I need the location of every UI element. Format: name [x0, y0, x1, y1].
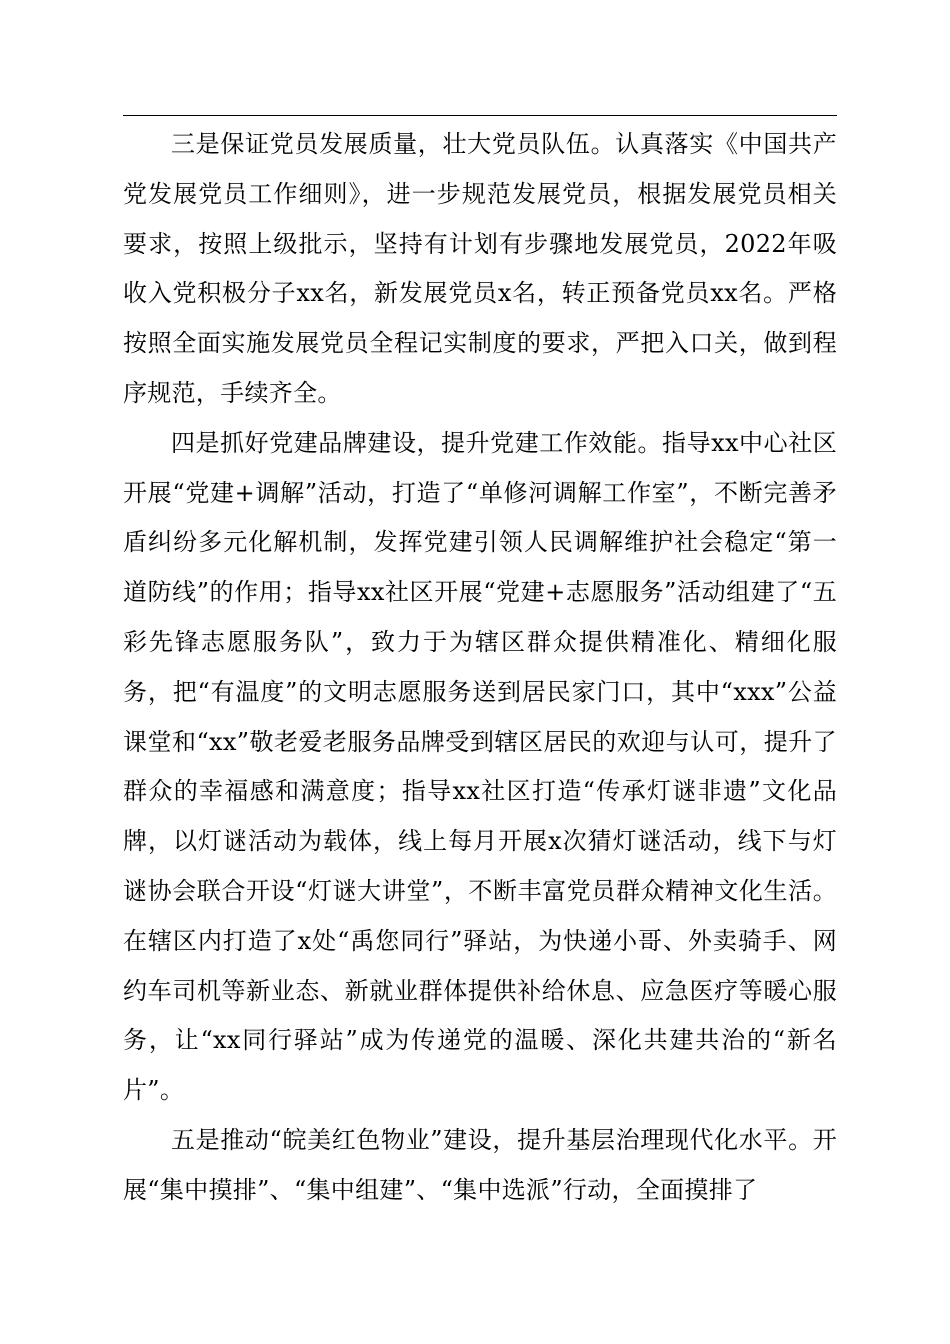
- paragraph-party-member-development: 三是保证党员发展质量，壮大党员队伍。认真落实《中国共产党发展党员工作细则》，进一步规范发展党员，根据发展党员相关要求，按照上级批示，坚持有计划有步骤地发展党员，2022年吸收入党积极分子xx名，新发展党员x名，转正预备党员xx名。严格按照全面实施发展党员全程记实制度的要求，严把入口关，做到程序规范，手续齐全。: [123, 130, 837, 407]
- document-body: [123, 120, 837, 1216]
- paragraph-red-property-management: 五是推动“皖美红色物业”建设，提升基层治理现代化水平。开展“集中摸排”、“集中组建”、“集中选派”行动，全面摸排了: [123, 1125, 837, 1204]
- paragraph-party-brand-building: 四是抓好党建品牌建设，提升党建工作效能。指导xx中心社区开展“党建+调解”活动，打造了“单修河调解工作室”，不断完善矛盾纠纷多元化解机制，发挥党建引领人民调解维护社会稳定“第一道防线”的作用；指导xx社区开展“党建+志愿服务”活动组建了“五彩先锋志愿服务队”，致力于为辖区群众提供精准化、精细化服务，把“有温度”的文明志愿服务送到居民家门口，其中“xxx”公益课堂和“xx”敬老爱老服务品牌受到辖区居民的欢迎与认可，提升了群众的幸福感和满意度；指导xx社区打造“传承灯谜非遗”文化品牌，以灯谜活动为载体，线上每月开展x次猜灯谜活动，线下与灯谜协会联合开设“灯谜大讲堂”，不断丰富党员群众精神文化生活。在辖区内打造了x处“禹您同行”驿站，为快递小哥、外卖骑手、网约车司机等新业态、新就业群体提供补给休息、应急医疗等暖心服务，让“xx同行驿站”成为传递党的温暖、深化共建共治的“新名片”。: [123, 428, 838, 1105]
- header-rule: [123, 115, 837, 116]
